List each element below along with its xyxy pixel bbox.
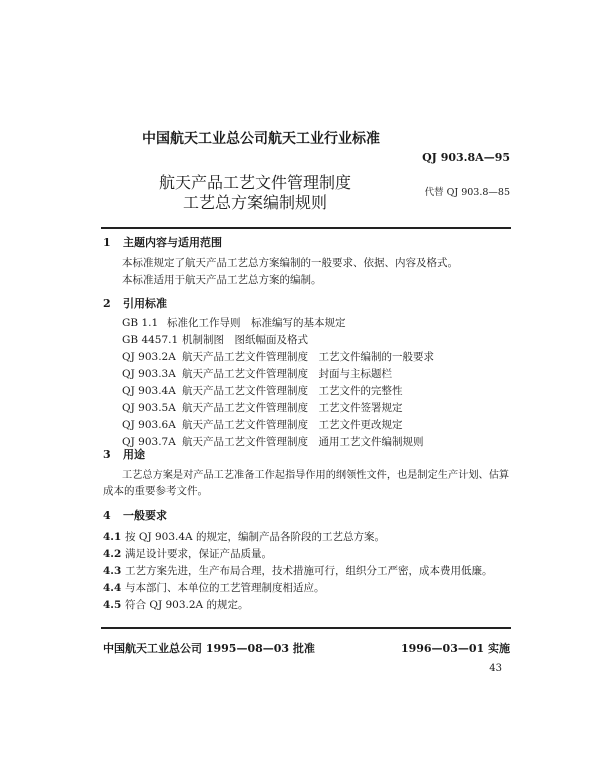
section-number: 3 [103, 448, 111, 461]
reference-title: 航天产品工艺文件管理制度 工艺文件的完整性 [182, 385, 403, 397]
paragraph: 成本的重要参考文件。 [103, 485, 208, 497]
reference-title: 航天产品工艺文件管理制度 工艺文件编制的一般要求 [182, 351, 434, 363]
reference-item [122, 366, 392, 381]
section-title: 用途 [123, 448, 145, 461]
standard-code: QJ 903.8A—95 [422, 151, 510, 164]
section-number: 4 [103, 509, 111, 522]
reference-code: QJ 903.4A [122, 385, 176, 397]
paragraph: 工艺总方案是对产品工艺准备工作起指导作用的纲领性文件，也是制定生产计划、估算 [122, 470, 510, 481]
item-text: 与本部门、本单位的工艺管理制度相适应。 [125, 582, 325, 594]
reference-item [122, 383, 403, 398]
replaces-standard: 代替 QJ 903.8—85 [424, 187, 510, 198]
item-number: 4.3 [103, 565, 122, 577]
item-number: 4.4 [103, 582, 122, 594]
reference-code: GB 1.1 [122, 317, 159, 329]
reference-code: QJ 903.5A [122, 402, 176, 414]
requirement-item [103, 546, 272, 561]
reference-item [122, 315, 346, 330]
reference-item [122, 349, 434, 364]
reference-code: GB 4457.1 [122, 334, 179, 346]
item-number: 4.5 [103, 599, 122, 611]
reference-item [122, 332, 308, 347]
org-standard-heading: 中国航天工业总公司航天工业行业标准 [142, 131, 380, 147]
requirement-item [103, 580, 325, 595]
approval-line: 中国航天工业总公司 1995—08—03 批准 [103, 642, 315, 655]
reference-item [122, 434, 424, 449]
reference-code: QJ 903.2A [122, 351, 176, 363]
section-1-heading [103, 234, 222, 250]
section-title: 主题内容与适用范围 [123, 236, 222, 249]
item-number: 4.1 [103, 531, 122, 543]
reference-code: QJ 903.7A [122, 436, 176, 448]
reference-item [122, 400, 403, 415]
item-number: 4.2 [103, 548, 122, 560]
reference-title: 航天产品工艺文件管理制度 工艺文件签署规定 [182, 402, 403, 414]
requirement-item [103, 529, 385, 544]
section-title: 一般要求 [123, 509, 167, 522]
section-title: 引用标准 [123, 297, 167, 310]
item-text: 符合 QJ 903.2A 的规定。 [125, 599, 249, 611]
title-line-1: 航天产品工艺文件管理制度 [158, 173, 351, 192]
reference-title: 机制制图 图纸幅面及格式 [182, 334, 308, 346]
requirement-item [103, 597, 248, 612]
bottom-rule [101, 627, 511, 629]
section-3-heading [103, 446, 145, 462]
section-2-heading [103, 295, 167, 311]
item-text: 工艺方案先进，生产布局合理，技术措施可行，组织分工严密，成本费用低廉。 [125, 565, 493, 577]
reference-code: QJ 903.3A [122, 368, 176, 380]
paragraph: 本标准规定了航天产品工艺总方案编制的一般要求、依据、内容及格式。 [122, 257, 458, 269]
top-rule [101, 227, 511, 229]
section-number: 1 [103, 236, 111, 249]
reference-code: QJ 903.6A [122, 419, 176, 431]
reference-title: 标准化工作导则 标准编写的基本规定 [167, 317, 346, 329]
reference-title: 航天产品工艺文件管理制度 通用工艺文件编制规则 [182, 436, 424, 448]
paragraph: 本标准适用于航天产品工艺总方案的编制。 [122, 274, 322, 286]
item-text: 按 QJ 903.4A 的规定，编制产品各阶段的工艺总方案。 [125, 531, 385, 543]
effective-date: 1996—03—01 实施 [400, 642, 510, 655]
section-4-heading [103, 507, 167, 523]
reference-item [122, 417, 403, 432]
title-line-2: 工艺总方案编制规则 [182, 193, 327, 212]
section-number: 2 [103, 297, 111, 310]
requirement-item [103, 563, 493, 578]
item-text: 满足设计要求，保证产品质量。 [125, 548, 272, 560]
reference-title: 航天产品工艺文件管理制度 封面与主标题栏 [182, 368, 392, 380]
page-number: 43 [489, 663, 502, 674]
reference-title: 航天产品工艺文件管理制度 工艺文件更改规定 [182, 419, 403, 431]
